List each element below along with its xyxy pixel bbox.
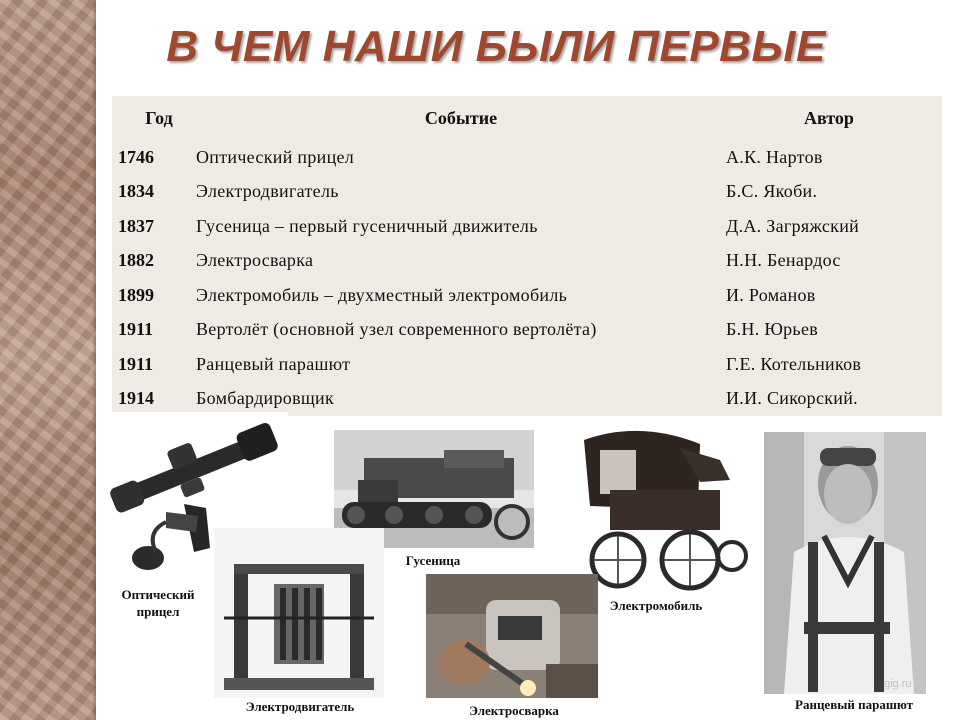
caption-electromobile: Электромобиль: [609, 598, 703, 613]
row-event: Электродвигатель: [196, 181, 339, 202]
caption-welding: Электросварка: [469, 703, 559, 718]
row-event: Электромобиль – двухместный электромобиль: [196, 284, 568, 305]
row-event: Гусеница – первый гусеничный движитель: [196, 215, 538, 236]
row-author: И. Романов: [726, 284, 816, 305]
row-event: Оптический прицел: [196, 146, 355, 167]
row-event: Вертолёт (основной узел современного вертолёта): [196, 319, 597, 340]
caption-motor: Электродвигатель: [245, 699, 355, 714]
row-year: 1746: [118, 146, 154, 167]
electromobile-photo: [570, 420, 750, 594]
table-row: [112, 347, 942, 382]
table-header-row: [112, 96, 942, 140]
row-year: 1914: [118, 388, 154, 409]
row-author: А.К. Нартов: [726, 146, 823, 167]
row-author: Б.С. Якоби.: [726, 181, 818, 202]
row-year: 1882: [118, 250, 154, 271]
slide-title: В ЧЕМ НАШИ БЫЛИ ПЕРВЫЕ: [166, 22, 826, 71]
row-author: Н.Н. Бенардос: [726, 250, 841, 271]
table-row: [112, 244, 942, 279]
row-event: Бомбардировщик: [196, 388, 335, 409]
caption-scope: Оптический прицел: [121, 587, 195, 619]
decorative-side-strip: [0, 0, 96, 720]
row-year: 1834: [118, 181, 154, 202]
row-author: Г.Е. Котельников: [726, 353, 862, 374]
row-event: Ранцевый парашют: [196, 353, 351, 374]
caption-tracks: Гусеница: [405, 553, 461, 568]
inventions-table: [112, 96, 942, 416]
table-row: [112, 140, 942, 175]
welding-photo: [426, 574, 598, 698]
caption-parachute: Ранцевый парашют: [795, 697, 913, 712]
row-event: Электросварка: [196, 250, 314, 271]
table-row: [112, 175, 942, 210]
table-row: [112, 209, 942, 244]
header-author: Автор: [804, 107, 854, 128]
watermark: gig.ru: [884, 678, 912, 690]
row-author: Б.Н. Юрьев: [726, 319, 819, 340]
parachute-photo: [764, 432, 926, 694]
row-year: 1899: [118, 284, 154, 305]
header-event: Событие: [424, 107, 498, 128]
row-year: 1837: [118, 215, 154, 236]
table-row: [112, 278, 942, 313]
header-year: Год: [145, 107, 173, 128]
table-row: [112, 313, 942, 348]
row-year: 1911: [118, 353, 154, 374]
electric-motor-photo: [214, 528, 384, 698]
row-year: 1911: [118, 319, 154, 340]
row-author: И.И. Сикорский.: [726, 388, 858, 409]
table-row: [112, 382, 942, 417]
row-author: Д.А. Загряжский: [726, 215, 860, 236]
